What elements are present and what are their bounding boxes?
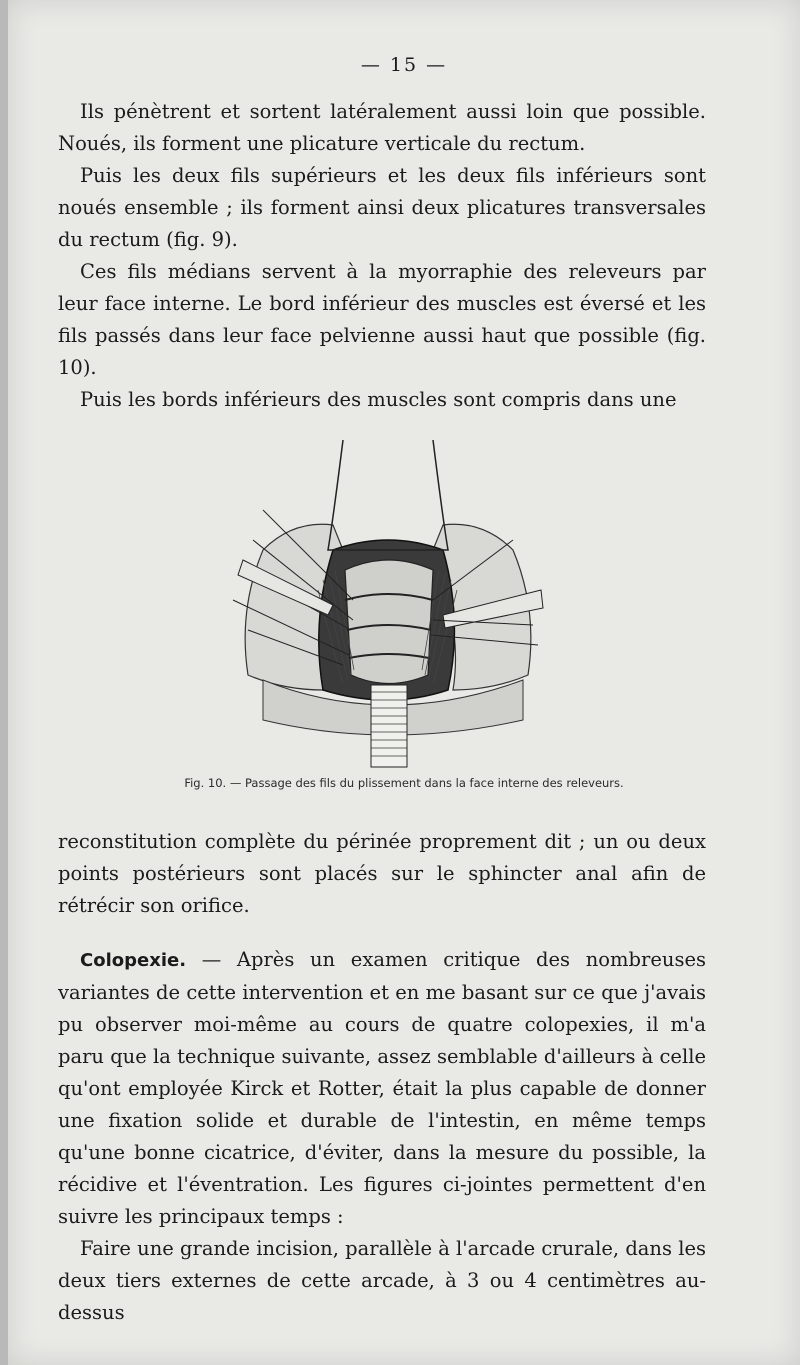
text-block-top (58, 96, 706, 416)
paragraph-6-body: — Après un examen critique des nombreuses variantes de cette intervention et en me basant sur ce que j'avais pu observer moi-même au cours de quatre colopexies, il m'a paru que la technique suivante, assez semblable d'ailleurs à celle qu'ont employée Kirck et Rotter, était la plus capable de donner une fixation solide et durable de l'intestin, en même temps qu'une bonne cicatrice, d'éviter, dans la mesure du possible, la récidive et l'éventration. Les figures ci-jointes permettent d'en suivre les principaux temps : (58, 948, 706, 1228)
surgical-illustration (223, 430, 553, 775)
section-heading-colopexie: Colopexie. (80, 950, 187, 971)
paragraph-7: Faire une grande incision, parallèle à l'arcade crurale, dans les deux tiers externes de cette arcade, à 3 ou 4 centimètres au-dessus (58, 1237, 706, 1324)
document-page (8, 0, 800, 1365)
paragraph-5: reconstitution complète du périnée proprement dit ; un ou deux points postérieurs sont placés sur le sphincter anal afin de rétrécir son orifice. (58, 830, 706, 917)
paragraph-1: Ils pénètrent et sortent latéralement aussi loin que possible. Noués, ils forment une plicature verticale du rectum. (58, 100, 706, 155)
paragraph-2: Puis les deux fils supérieurs et les deux fils inférieurs sont noués ensemble ; ils forment ainsi deux plicatures transversales du rectum (fig. 9). (58, 164, 706, 251)
page-number: — 15 — (360, 54, 448, 76)
text-block-colopexie (58, 944, 706, 1329)
paragraph-3: Ces fils médians servent à la myorraphie des releveurs par leur face interne. Le bord inférieur des muscles est éversé et les fils passés dans leur face pelvienne aussi haut que possible (fig. 10). (58, 260, 706, 379)
text-block-bottom (58, 826, 706, 922)
paragraph-6 (58, 944, 706, 1233)
figure-caption: Fig. 10. — Passage des fils du plissement dans la face interne des releveurs. (184, 776, 624, 790)
paragraph-4: Puis les bords inférieurs des muscles sont compris dans une (80, 388, 677, 411)
